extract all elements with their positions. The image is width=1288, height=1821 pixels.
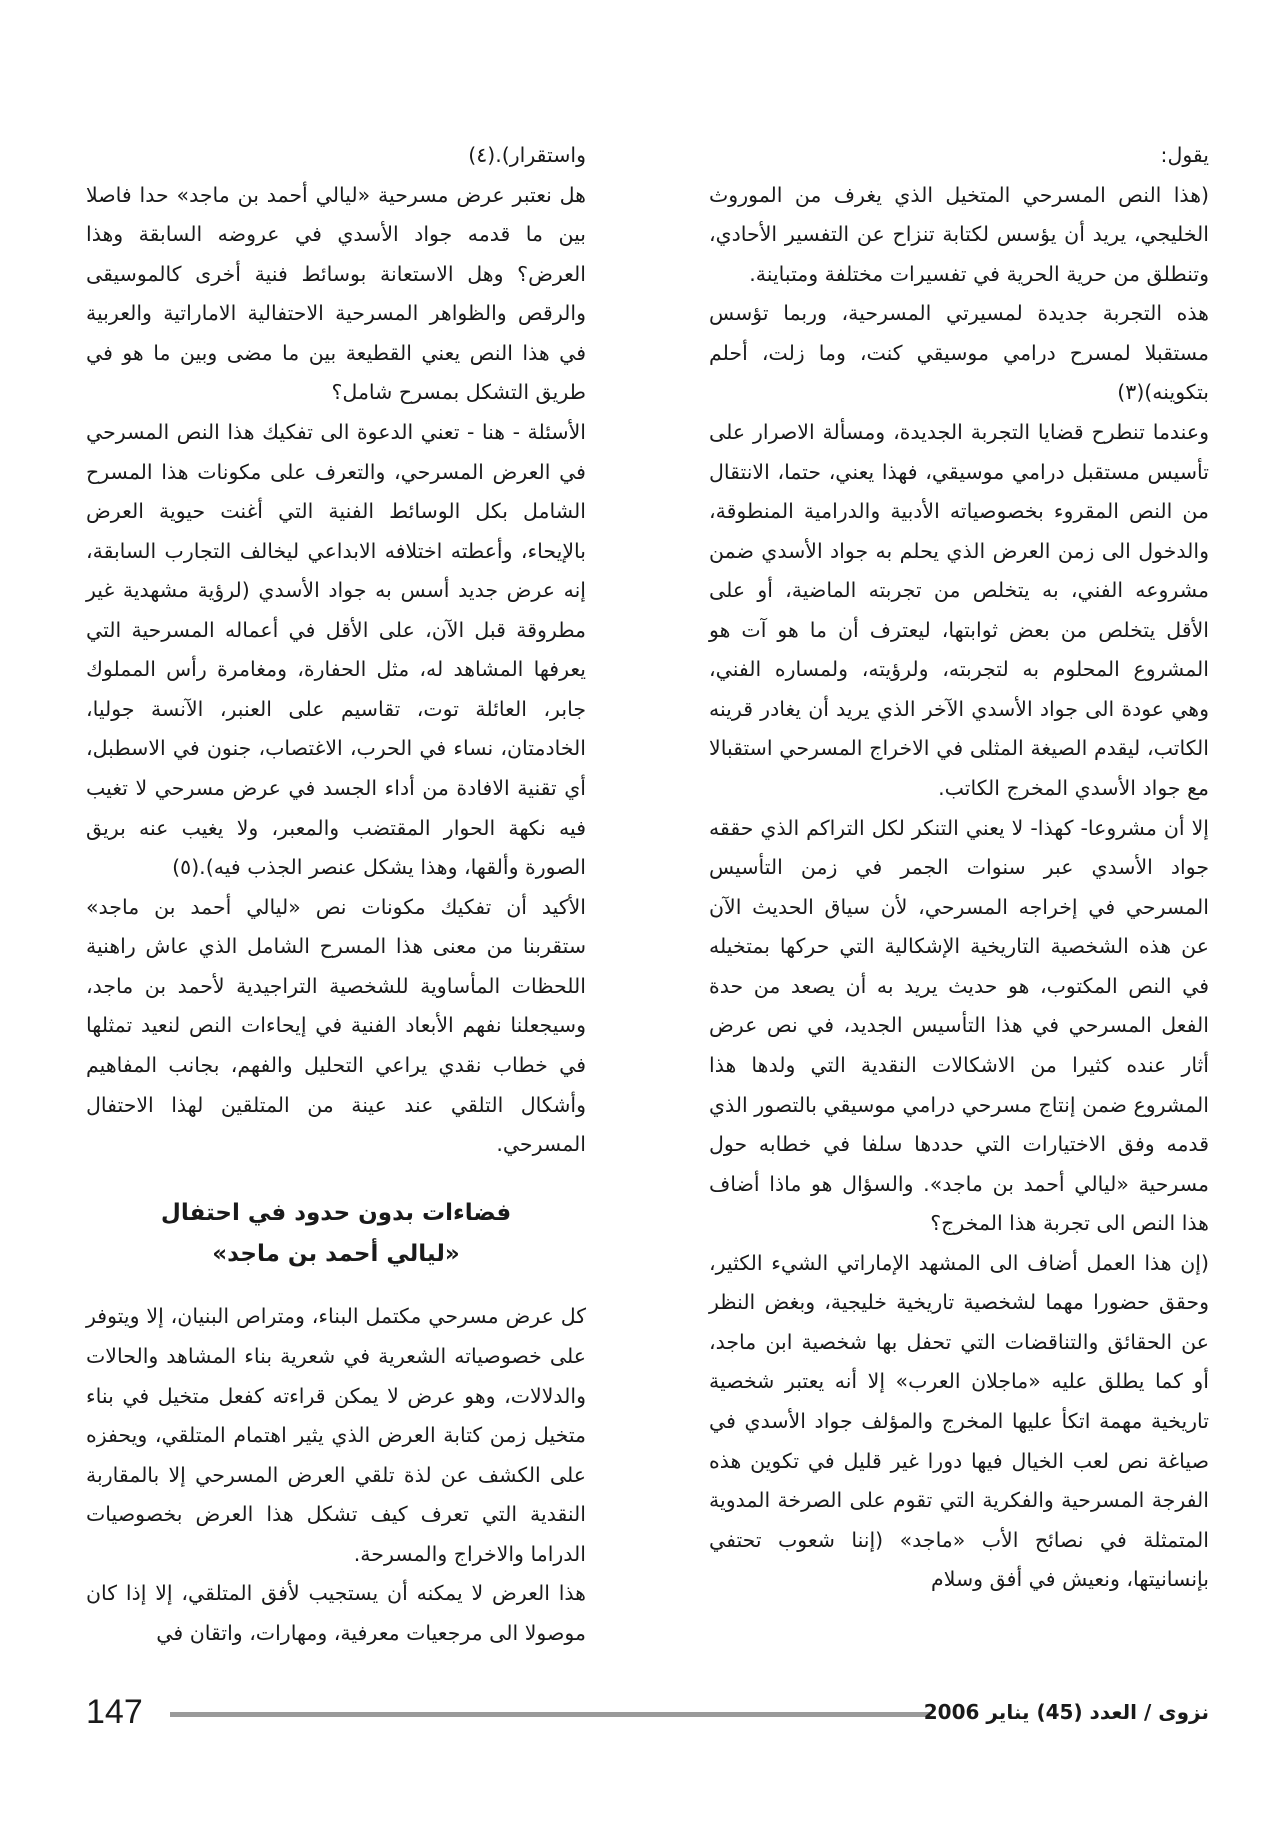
paragraph: هذه التجربة جديدة لمسيرتي المسرحية، وربما تؤسس مستقبلا لمسرح درامي موسيقي كنت، وما زلت، أحلم بتكوينه)(٣) <box>709 301 1209 405</box>
paragraph: وعندما تنطرح قضايا التجربة الجديدة، ومسألة الاصرار على تأسيس مستقبل درامي موسيقي، فهذا يعني، حتما، الانتقال من النص المقروء بخصوصياته الأدبية والدرامية المنطوقة، والدخول الى زمن العرض الذي يحلم به جواد الأسدي ضمن مشروعه الفني، به يتخلص من تجربته الماضية، أو على الأقل يتخلص من بعض ثوابتها، ليعترف أن ما هو آت هو المشروع المحلوم به لتجربته، ولرؤيته، ولمساره الفني، وهي عودة الى جواد الأسدي الآخر الذي يريد أن يغادر قرينه الكاتب، ليقدم الصيغة المثلى في الاخراج المسرحي استقبالا مع جواد الأسدي المخرج الكاتب. <box>709 419 1209 800</box>
left-column <box>86 136 586 1653</box>
paragraph: واستقرار).(٤) <box>468 143 586 167</box>
paragraph: هل نعتبر عرض مسرحية «ليالي أحمد بن ماجد» حدا فاصلا بين ما قدمه جواد الأسدي في عروضه السابقة وهذا العرض؟ وهل الاستعانة بوسائط فنية أخرى كالموسيقى والرقص والظواهر المسرحية الاحتفالية الاماراتية والعربية في هذا النص يعني القطيعة بين ما مضى وبين ما هو في طريق التشكل بمسرح شامل؟ <box>86 182 586 405</box>
paragraph: يقول: <box>1160 143 1209 167</box>
issue-date: العدد (45) يناير 2006 <box>923 1700 1138 1724</box>
magazine-name: نزوى <box>1158 1700 1209 1724</box>
section-heading-line-2: «ليالي أحمد بن ماجد» <box>212 1241 460 1268</box>
footer-divider <box>170 1712 930 1717</box>
right-column <box>709 136 1209 1600</box>
section-heading <box>86 1193 586 1276</box>
paragraph: الأسئلة - هنا - تعني الدعوة الى تفكيك هذا النص المسرحي في العرض المسرحي، والتعرف على مكونات هذا المسرح الشامل بكل الوسائط الفنية التي أغنت حيوية العرض بالإيحاء، وأعطته اختلافه الابداعي ليخالف التجارب السابقة، إنه عرض جديد أسس به جواد الأسدي (لرؤية مشهدية غير مطروقة قبل الآن، على الأقل في أعماله المسرحية التي يعرفها المشاهد له، مثل الحفارة، ومغامرة رأس المملوك جابر، العائلة توت، تقاسيم على العنبر، الآنسة جوليا، الخادمتان، نساء في الحرب، الاغتصاب، جنون في الاسطبل، أي تقنية الافادة من أداء الجسد في عرض مسرحي لا تغيب فيه نكهة الحوار المقتضب والمعبر، ولا يغيب عنه بريق الصورة وألقها، وهذا يشكل عنصر الجذب فيه).(٥) <box>86 419 586 880</box>
paragraph: هذا العرض لا يمكنه أن يستجيب لأفق المتلقي، إلا إذا كان موصولا الى مرجعيات معرفية، ومهارات، واتقان في <box>86 1581 586 1645</box>
separator: / <box>1144 1700 1152 1724</box>
section-heading-line-1: فضاءات بدون حدود في احتفال <box>160 1199 512 1226</box>
page-footer <box>86 1690 1209 1734</box>
page-number: 147 <box>86 1693 143 1731</box>
issue-info <box>924 1690 1209 1734</box>
paragraph: كل عرض مسرحي مكتمل البناء، ومتراص البنيان، إلا ويتوفر على خصوصياته الشعرية في شعرية بناء المشاهد والحالات والدلالات، وهو عرض لا يمكن قراءته كفعل متخيل في بناء متخيل زمن كتابة العرض الذي يثير اهتمام المتلقي، ويحفزه على الكشف عن لذة تلقي العرض المسرحي إلا بالمقاربة النقدية التي تعرف كيف تشكل هذا العرض بخصوصيات الدراما والاخراج والمسرحة. <box>86 1304 586 1566</box>
paragraph: إلا أن مشروعا- كهذا- لا يعني التنكر لكل التراكم الذي حققه جواد الأسدي عبر سنوات الجمر في زمن التأسيس المسرحي في إخراجه المسرحي، لأن سياق الحديث الآن عن هذه الشخصية التاريخية الإشكالية التي حركها بمتخيله في النص المكتوب، هو حديث يريد به أن يصعد من حدة الفعل المسرحي في هذا التأسيس الجديد، في نص عرض أثار عنده كثيرا من الاشكالات النقدية التي ولدها هذا المشروع ضمن إنتاج مسرحي درامي موسيقي بالتصور الذي قدمه وفق الاختيارات التي حددها سلفا في خطابه حول مسرحية «ليالي أحمد بن ماجد». والسؤال هو ماذا أضاف هذا النص الى تجربة هذا المخرج؟ <box>709 815 1209 1236</box>
paragraph: (إن هذا العمل أضاف الى المشهد الإماراتي الشيء الكثير، وحقق حضورا مهما لشخصية تاريخية خليجية، وبغض النظر عن الحقائق والتناقضات التي تحفل بها شخصية ابن ماجد، أو كما يطلق عليه «ماجلان العرب» إلا أنه يعتبر شخصية تاريخية مهمة اتكأ عليها المخرج والمؤلف جواد الأسدي في صياغة نص لعب الخيال فيها دورا غير قليل في تكوين هذه الفرجة المسرحية والفكرية التي تقوم على الصرخة المدوية المتمثلة في نصائح الأب «ماجد» (إننا شعوب تحتفي بإنسانيتها، ونعيش في أفق وسلام <box>709 1250 1209 1592</box>
paragraph: الأكيد أن تفكيك مكونات نص «ليالي أحمد بن ماجد» ستقربنا من معنى هذا المسرح الشامل الذي عاش راهنية اللحظات المأساوية للشخصية التراجيدية لأحمد بن ماجد، وسيجعلنا نفهم الأبعاد الفنية في إيحاءات النص لنعيد تمثلها في خطاب نقدي يراعي التحليل والفهم، بجانب المفاهيم وأشكال التلقي عند عينة من المتلقين لهذا الاحتفال المسرحي. <box>86 894 586 1157</box>
paragraph: (هذا النص المسرحي المتخيل الذي يغرف من الموروث الخليجي، يريد أن يؤسس لكتابة تنزاح عن التفسير الأحادي، وتنطلق من حرية الحرية في تفسيرات مختلفة ومتباينة. <box>709 182 1209 286</box>
